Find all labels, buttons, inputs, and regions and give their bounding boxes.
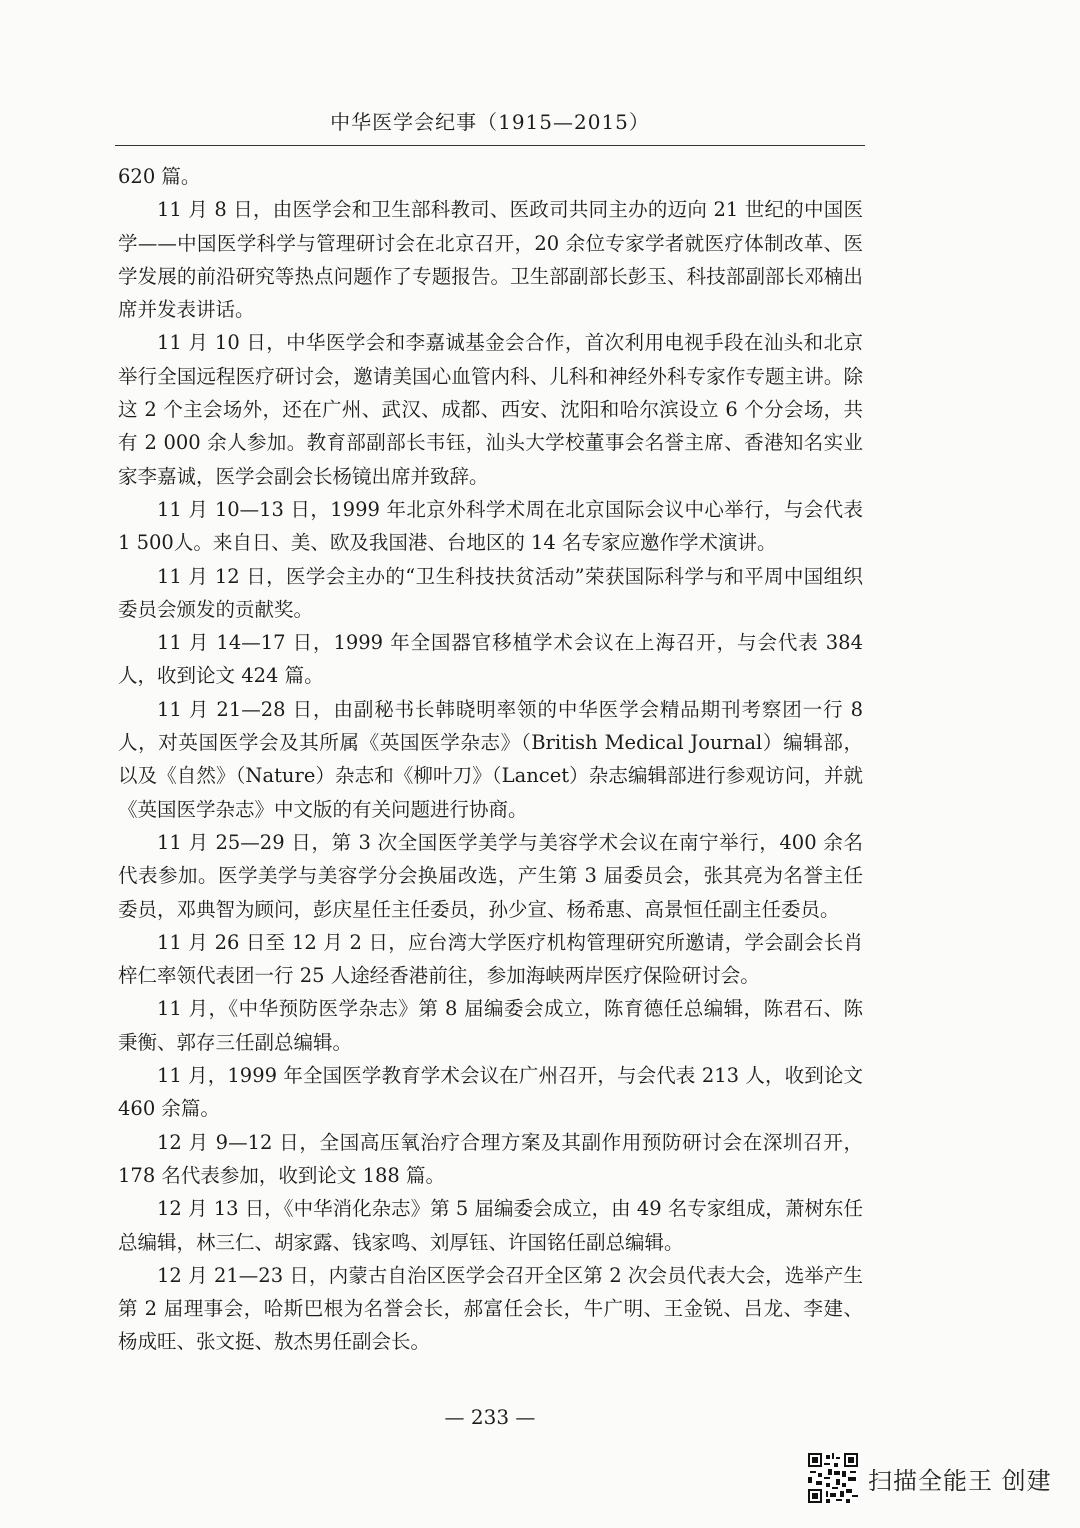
paragraph: 11 月 12 日，医学会主办的“卫生科技扶贫活动”荣获国际科学与和平周中国组织委员会颁发的贡献奖。: [118, 564, 863, 621]
qr-code-icon: [808, 1453, 858, 1503]
paragraph: 11 月，《中华预防医学杂志》第 8 届编委会成立，陈育德任总编辑，陈君石、陈秉衡、郭存三任副总编辑。: [118, 997, 863, 1054]
paragraph: 11 月 8 日，由医学会和卫生部科教司、医政司共同主办的迈向 21 世纪的中国医学——中国医学科学与管理研讨会在北京召开，20 余位专家学者就医疗体制改革、医学发展的前沿研究等热点问题作了专题报告。卫生部副部长彭玉、科技部副部长邓楠出席并发表讲话。: [118, 198, 863, 322]
page-number: — 233 —: [444, 1405, 536, 1429]
paragraph: 12 月 13 日，《中华消化杂志》第 5 届编委会成立，由 49 名专家组成，萧树东任总编辑，林三仁、胡家露、钱家鸣、刘厚钰、许国铭任副总编辑。: [118, 1197, 863, 1254]
paragraph: 12 月 9—12 日，全国高压氧治疗合理方案及其副作用预防研讨会在深圳召开，178 名代表参加，收到论文 188 篇。: [118, 1130, 863, 1187]
paragraph: 11 月 25—29 日，第 3 次全国医学美学与美容学术会议在南宁举行，400 余名代表参加。医学美学与美容学分会换届改选，产生第 3 届委员会，张其亮为名誉主任委员，邓典智为顾问，彭庆星任主任委员，孙少宣、杨希惠、高景恒任副主任委员。: [118, 830, 863, 921]
paragraph: 11 月 10—13 日，1999 年北京外科学术周在北京国际会议中心举行，与会代表 1 500人。来自日、美、欧及我国港、台地区的 14 名专家应邀作学术演讲。: [118, 497, 863, 555]
paragraph: 11 月 14—17 日，1999 年全国器官移植学术会议在上海召开，与会代表 384 人，收到论文 424 篇。: [118, 631, 863, 688]
paragraph: 11 月，1999 年全国医学教育学术会议在广州召开，与会代表 213 人，收到论文 460 余篇。: [118, 1064, 863, 1121]
paragraph: 11 月 10 日，中华医学会和李嘉诚基金会合作，首次利用电视手段在汕头和北京举行全国远程医疗研讨会，邀请美国心血管内科、儿科和神经外科专家作专题主讲。除这 2 个主会场外，还在广州、武汉、成都、西安、沈阳和哈尔滨设立 6 个分会场，共有 2 000 余人参加。教育部副部长韦钰，汕头大学校董事会名誉主席、香港知名实业家李嘉诚，医学会副会长杨镜出席并致辞。: [118, 331, 863, 488]
body-text: [118, 160, 863, 1359]
header-rule: [115, 145, 865, 146]
paragraph: 620 篇。: [118, 165, 201, 188]
paragraph: 11 月 26 日至 12 月 2 日，应台湾大学医疗机构管理研究所邀请，学会副会长肖梓仁率领代表团一行 25 人途经香港前往，参加海峡两岸医疗保险研讨会。: [118, 930, 863, 988]
paragraph: 11 月 21—28 日，由副秘书长韩晓明率领的中华医学会精品期刊考察团一行 8 人，对英国医学会及其所属《英国医学杂志》（British Medical Journal）编辑部，以及《自然》（Nature）杂志和《柳叶刀》（Lancet）杂志编辑部进行参观访问，并就《英国医学杂志》中文版的有关问题进行协商。: [118, 697, 863, 821]
scanner-watermark-text: 扫描全能王 创建: [868, 1466, 1052, 1495]
scanner-watermark: [808, 1450, 1052, 1506]
running-header: 中华医学会纪事（1915—2015）: [330, 110, 650, 134]
paragraph: 12 月 21—23 日，内蒙古自治区医学会召开全区第 2 次会员代表大会，选举产生第 2 届理事会，哈斯巴根为名誉会长，郝富任会长，牛广明、王金锐、吕龙、李建、杨成旺、张文挺、敖杰男任副会长。: [118, 1263, 863, 1354]
